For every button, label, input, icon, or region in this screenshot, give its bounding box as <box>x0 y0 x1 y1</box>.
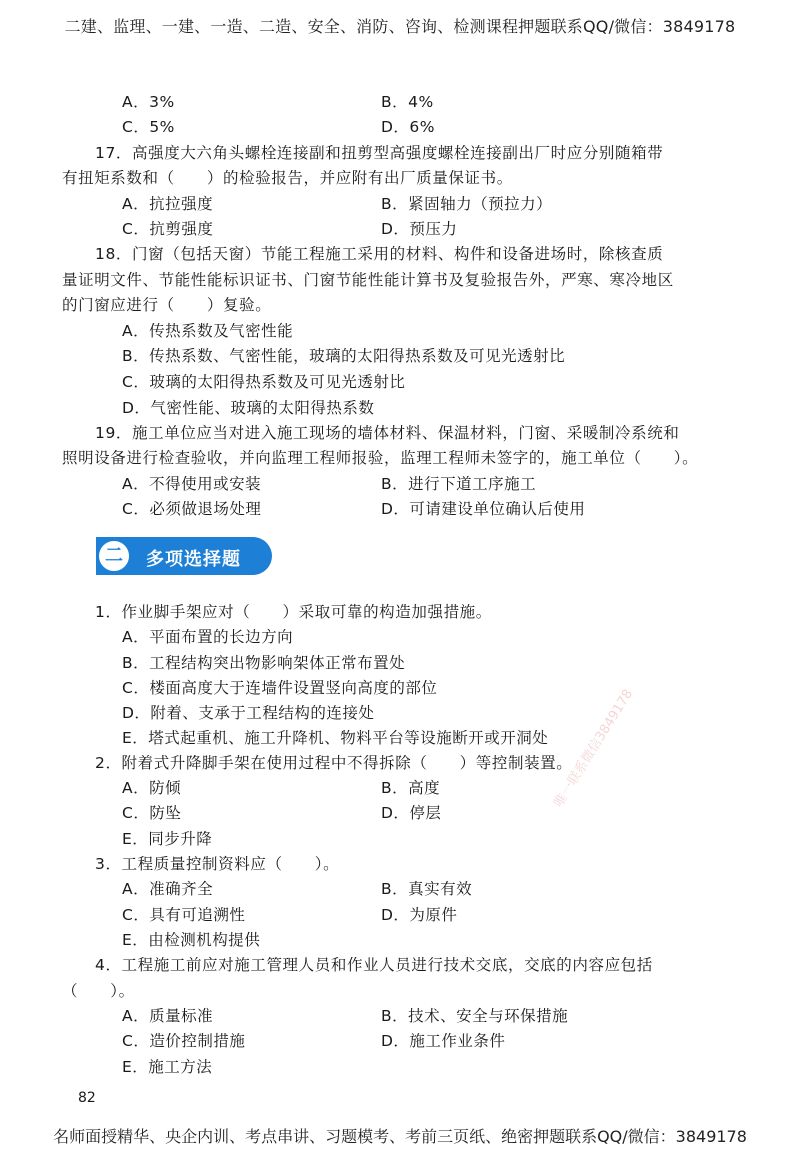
q18-option-c: C．玻璃的太阳得热系数及可见光透射比 <box>122 373 406 391</box>
multi-question-4-line2: （ ）。 <box>62 982 135 1000</box>
section-number-badge: 二 <box>96 538 132 574</box>
section-title: 多项选择题 <box>146 549 241 570</box>
m3-option-a: A．准确齐全 <box>122 880 214 898</box>
m1-option-e: E．塔式起重机、施工升降机、物料平台等设施断开或开洞处 <box>122 729 549 747</box>
m1-option-a: A．平面布置的长边方向 <box>122 628 294 646</box>
q19-option-d: D．可请建设单位确认后使用 <box>381 500 586 518</box>
question-18-line3: 的门窗应进行（ ）复验。 <box>62 296 272 314</box>
question-18-line2: 量证明文件、节能性能标识证书、门窗节能性能计算书及复验报告外，严寒、寒冷地区 <box>62 271 674 289</box>
option-b: B．4% <box>381 93 434 111</box>
q18-option-b: B．传热系数、气密性能，玻璃的太阳得热系数及可见光透射比 <box>122 347 566 365</box>
m1-option-d: D．附着、支承于工程结构的连接处 <box>122 704 375 722</box>
m2-option-a: A．防倾 <box>122 779 182 797</box>
q17-option-a: A．抗拉强度 <box>122 195 214 213</box>
m1-option-c: C．楼面高度大于连墙件设置竖向高度的部位 <box>122 679 438 697</box>
question-19-line2: 照明设备进行检查验收，并向监理工程师报验，监理工程师未签字的，施工单位（ ）。 <box>62 449 699 467</box>
m4-option-e: E．施工方法 <box>122 1058 213 1076</box>
m4-option-a: A．质量标准 <box>122 1007 214 1025</box>
question-17-line1: 17．高强度大六角头螺栓连接副和扭剪型高强度螺栓连接副出厂时应分别随箱带 <box>95 144 664 162</box>
m2-option-d: D．停层 <box>381 804 442 822</box>
m4-option-d: D．施工作业条件 <box>381 1032 506 1050</box>
m2-option-e: E．同步升降 <box>122 830 213 848</box>
option-c: C．5% <box>122 118 175 136</box>
q17-option-c: C．抗剪强度 <box>122 220 214 238</box>
m4-option-b: B．技术、安全与环保措施 <box>381 1007 569 1025</box>
m1-option-b: B．工程结构突出物影响架体正常布置处 <box>122 654 406 672</box>
question-18-line1: 18．门窗（包括天窗）节能工程施工采用的材料、构件和设备进场时，除核查质 <box>95 245 664 263</box>
option-a: A．3% <box>122 93 175 111</box>
q19-option-c: C．必须做退场处理 <box>122 500 262 518</box>
m3-option-d: D．为原件 <box>381 906 458 924</box>
m3-option-b: B．真实有效 <box>381 880 473 898</box>
multi-question-2: 2．附着式升降脚手架在使用过程中不得拆除（ ）等控制装置。 <box>95 754 573 772</box>
page-number: 82 <box>78 1090 96 1106</box>
m2-option-b: B．高度 <box>381 779 441 797</box>
m3-option-e: E．由检测机构提供 <box>122 931 261 949</box>
question-19-line1: 19．施工单位应当对进入施工现场的墙体材料、保温材料，门窗、采暖制冷系统和 <box>95 424 680 442</box>
q18-option-a: A．传热系数及气密性能 <box>122 322 294 340</box>
q19-option-a: A．不得使用或安装 <box>122 475 262 493</box>
section-header <box>96 537 272 575</box>
q17-option-d: D．预压力 <box>381 220 458 238</box>
question-17-line2: 有扭矩系数和（ ）的检验报告，并应附有出厂质量保证书。 <box>62 169 513 187</box>
q18-option-d: D．气密性能、玻璃的太阳得热系数 <box>122 399 375 417</box>
option-d: D．6% <box>381 118 436 136</box>
q17-option-b: B．紧固轴力（预拉力） <box>381 195 553 213</box>
multi-question-3: 3．工程质量控制资料应（ ）。 <box>95 855 340 873</box>
multi-question-1: 1．作业脚手架应对（ ）采取可靠的构造加强措施。 <box>95 603 492 621</box>
watermark-stamp: 唯一联系微信3849178 <box>551 686 637 811</box>
header-banner: 二建、监理、一建、一造、二造、安全、消防、咨询、检测课程押题联系QQ/微信：3849178 <box>64 17 736 36</box>
m2-option-c: C．防坠 <box>122 804 182 822</box>
q19-option-b: B．进行下道工序施工 <box>381 475 537 493</box>
multi-question-4-line1: 4．工程施工前应对施工管理人员和作业人员进行技术交底，交底的内容应包括 <box>95 956 653 974</box>
footer-banner: 名师面授精华、央企内训、考点串讲、习题模考、考前三页纸、绝密押题联系QQ/微信：3849178 <box>53 1127 747 1146</box>
m3-option-c: C．具有可追溯性 <box>122 906 246 924</box>
m4-option-c: C．造价控制措施 <box>122 1032 246 1050</box>
